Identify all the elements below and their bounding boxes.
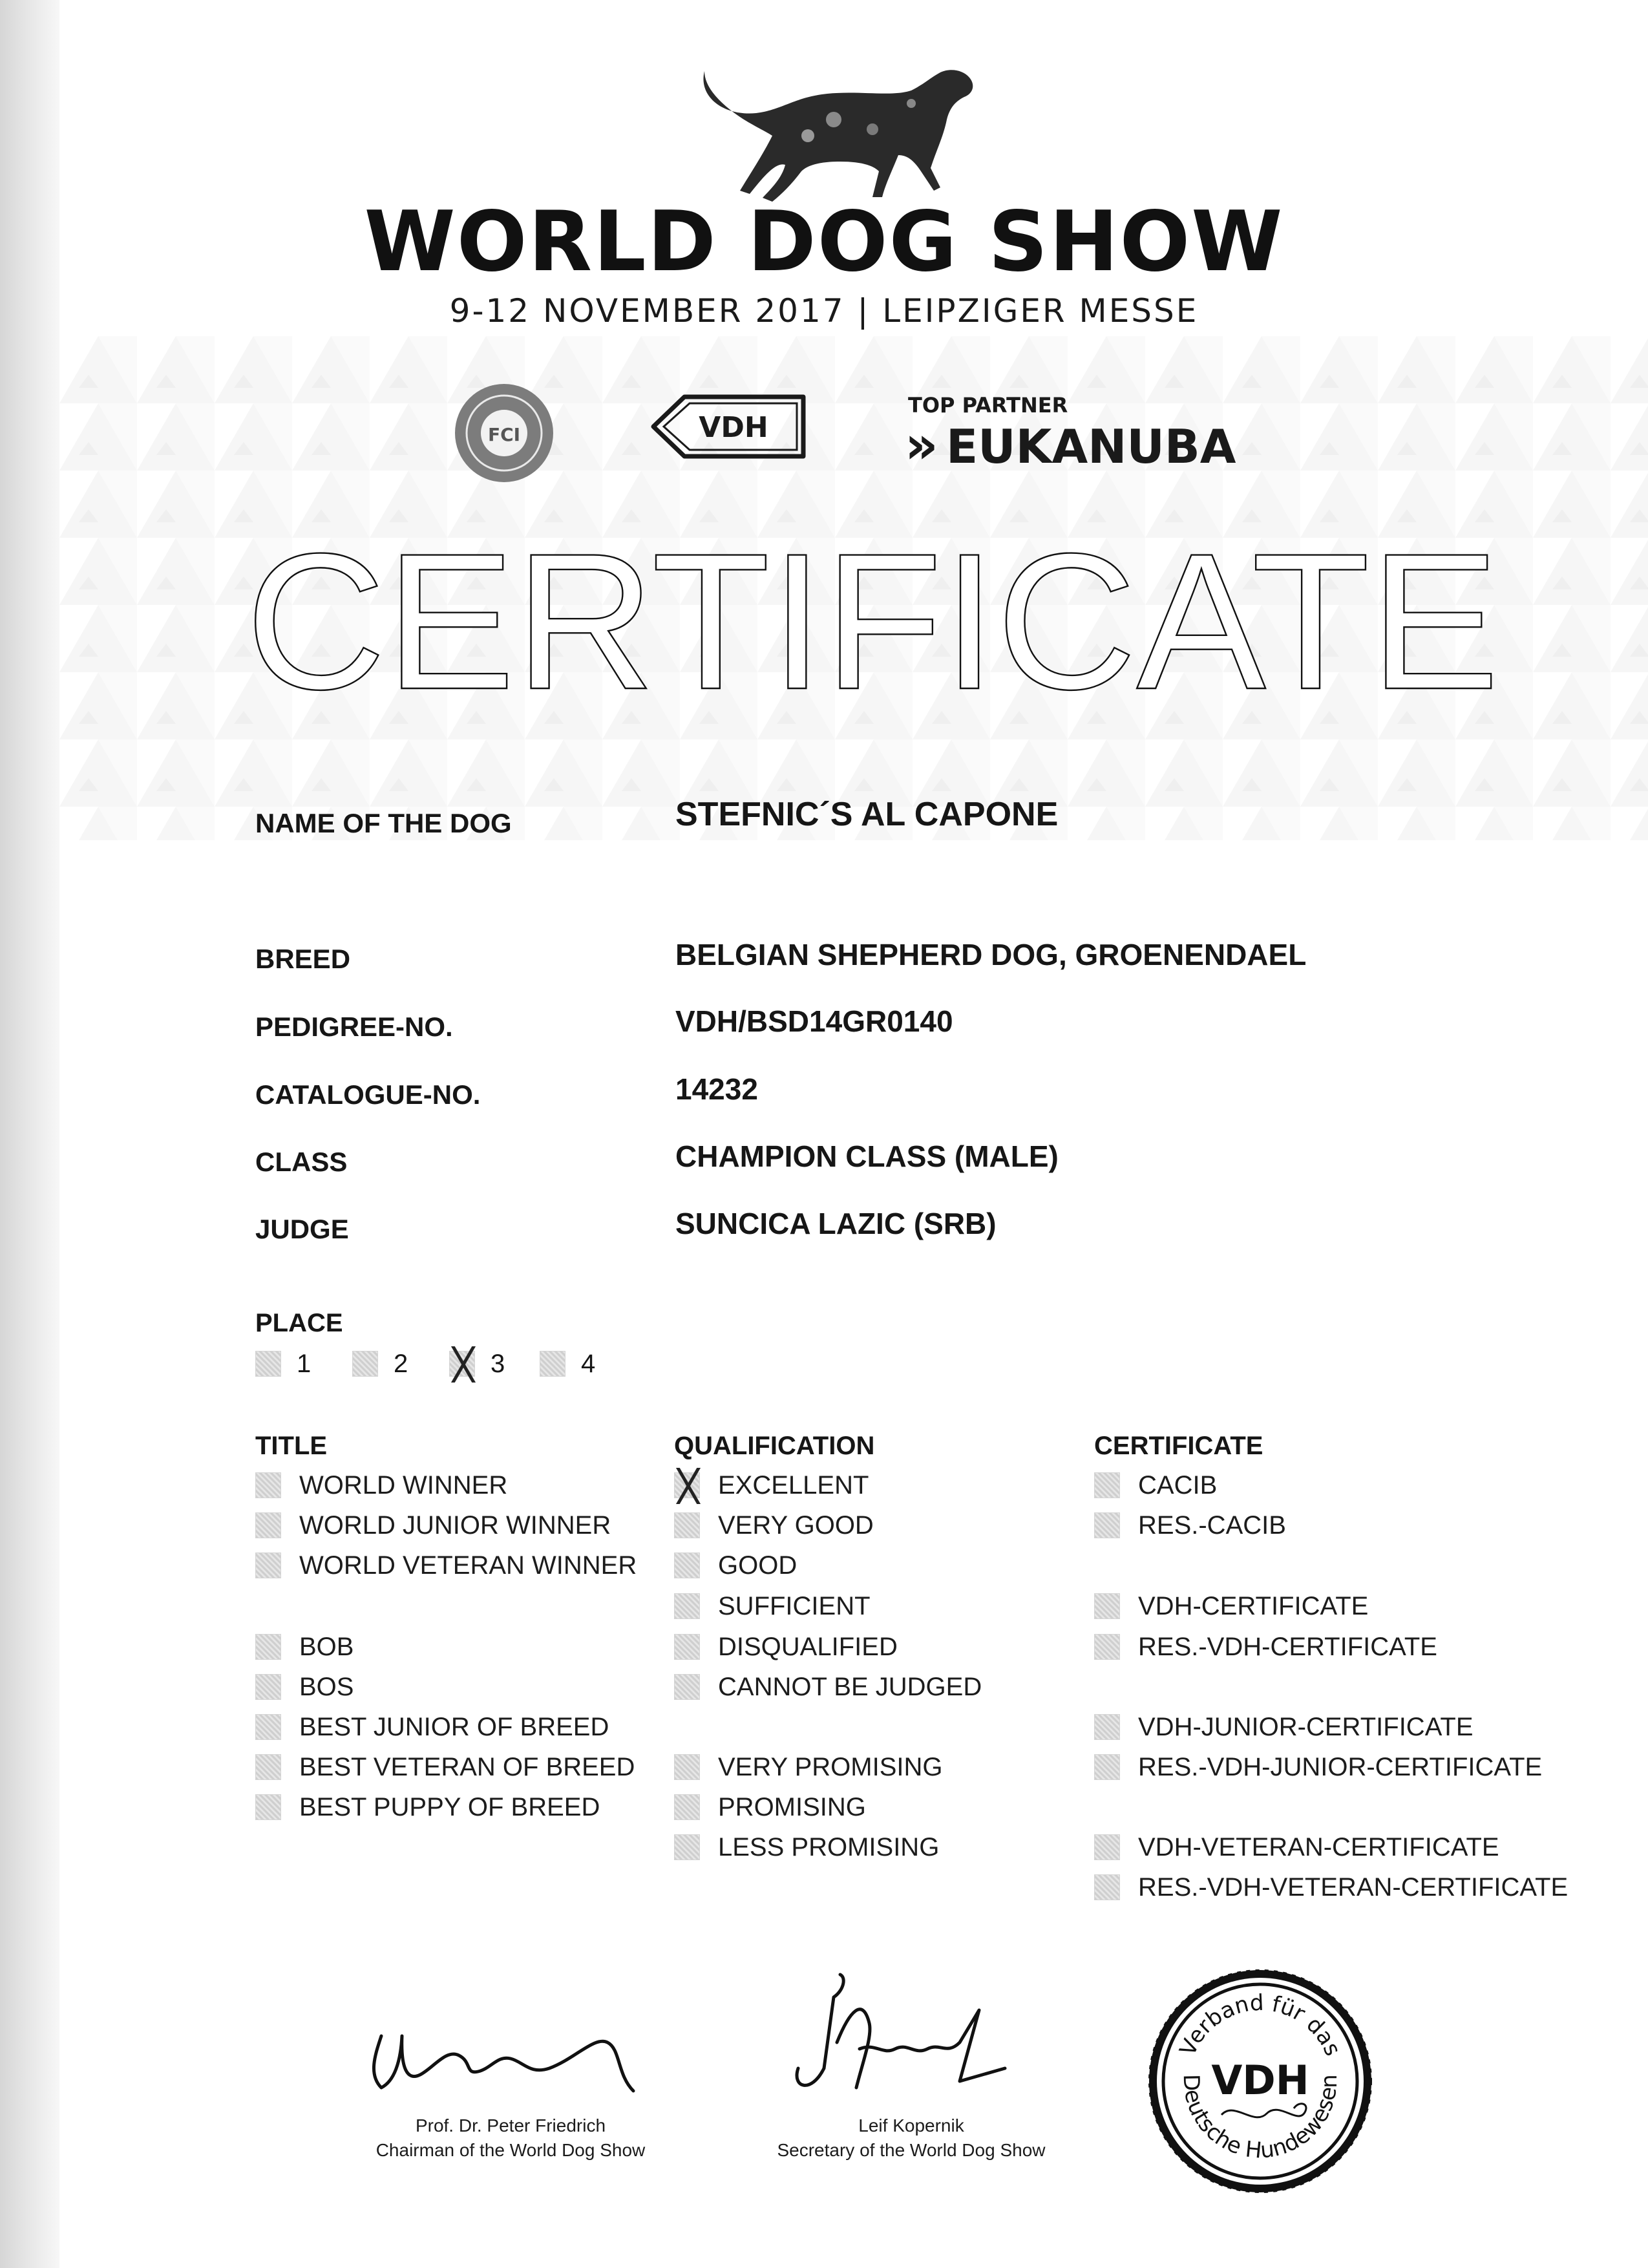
title-best-veteran[interactable] [255, 1751, 635, 1783]
qual-good-label: GOOD [718, 1551, 798, 1580]
title-world-winner[interactable] [255, 1469, 507, 1501]
place-2-label: 2 [394, 1349, 408, 1378]
catalogue-no-value: 14232 [675, 1072, 758, 1106]
vdh-logo-icon [650, 393, 808, 460]
scan-edge [0, 0, 59, 2268]
title-best-puppy-label: BEST PUPPY OF BREED [299, 1792, 600, 1821]
breed-value: BELGIAN SHEPHERD DOG, GROENENDAEL [675, 938, 1307, 971]
cert-res-vdh-junior-checkbox[interactable] [1094, 1754, 1120, 1780]
cert-vdh-veteran-label: VDH-VETERAN-CERTIFICATE [1138, 1832, 1499, 1861]
cert-res-cacib[interactable] [1094, 1509, 1286, 1542]
qual-excellent[interactable] [674, 1469, 869, 1501]
place-4-label: 4 [581, 1349, 596, 1378]
secretary-caption [743, 2114, 1079, 2163]
cert-res-vdh-junior[interactable] [1094, 1751, 1542, 1783]
cert-res-vdh-veteran[interactable] [1094, 1871, 1568, 1903]
certificate-heading-text: CERTIFICATE [246, 549, 1499, 705]
title-world-winner-checkbox[interactable] [255, 1472, 281, 1498]
seal-top-text: Verband für das [1174, 1989, 1346, 2060]
place-option-2[interactable] [352, 1348, 408, 1380]
cert-res-vdh-label: RES.-VDH-CERTIFICATE [1138, 1632, 1437, 1661]
cert-cacib-checkbox[interactable] [1094, 1472, 1120, 1498]
breed-label: BREED [255, 944, 351, 974]
title-bob-label: BOB [299, 1632, 354, 1661]
qual-less-promising[interactable] [674, 1831, 939, 1863]
secretary-role: Secretary of the World Dog Show [777, 2140, 1046, 2160]
title-bob[interactable] [255, 1631, 354, 1663]
cert-res-vdh-veteran-label: RES.-VDH-VETERAN-CERTIFICATE [1138, 1872, 1569, 1902]
place-3-checkbox[interactable] [449, 1351, 475, 1377]
place-option-1[interactable] [255, 1348, 311, 1380]
cert-vdh-junior-label: VDH-JUNIOR-CERTIFICATE [1138, 1712, 1474, 1741]
place-1-checkbox[interactable] [255, 1351, 281, 1377]
seal-bottom-text: Deutsche Hundewesen [1178, 2073, 1343, 2164]
place-option-4[interactable] [540, 1348, 595, 1380]
cert-vdh-junior-checkbox[interactable] [1094, 1714, 1120, 1740]
qual-very-good-checkbox[interactable] [674, 1512, 700, 1538]
qual-disqualified-label: DISQUALIFIED [718, 1632, 898, 1661]
qual-very-good-label: VERY GOOD [718, 1510, 874, 1540]
qual-cannot-be-judged-label: CANNOT BE JUDGED [718, 1672, 982, 1701]
title-bos-checkbox[interactable] [255, 1674, 281, 1700]
show-title: WORLD DOG SHOW [364, 194, 1284, 290]
title-best-junior-checkbox[interactable] [255, 1714, 281, 1740]
name-of-dog-value: STEFNIC´S AL CAPONE [675, 796, 1059, 833]
qual-cannot-be-judged[interactable] [674, 1671, 982, 1703]
qual-very-promising[interactable] [674, 1751, 943, 1783]
place-1-label: 1 [297, 1349, 312, 1378]
dalmatian-logo-icon [685, 58, 982, 213]
secretary-name: Leif Kopernik [858, 2115, 964, 2136]
pedigree-no-value: VDH/BSD14GR0140 [675, 1004, 953, 1038]
qual-good[interactable] [674, 1549, 797, 1582]
qual-promising-checkbox[interactable] [674, 1794, 700, 1820]
cert-vdh-veteran[interactable] [1094, 1831, 1499, 1863]
qual-sufficient[interactable] [674, 1590, 871, 1622]
title-heading: TITLE [255, 1432, 328, 1460]
judge-value: SUNCICA LAZIC (SRB) [675, 1207, 997, 1240]
title-bos[interactable] [255, 1671, 354, 1703]
title-best-veteran-label: BEST VETERAN OF BREED [299, 1752, 635, 1781]
chairman-caption [336, 2114, 685, 2163]
class-value: CHAMPION CLASS (MALE) [675, 1139, 1059, 1173]
cert-vdh-junior[interactable] [1094, 1711, 1474, 1743]
seal-center-text: VDH [1211, 2057, 1309, 2104]
place-3-label: 3 [491, 1349, 505, 1378]
cert-res-cacib-checkbox[interactable] [1094, 1512, 1120, 1538]
partner-label: TOP PARTNER [908, 393, 1068, 418]
judge-label: JUDGE [255, 1214, 349, 1244]
cert-res-vdh-veteran-checkbox[interactable] [1094, 1874, 1120, 1900]
cert-vdh[interactable] [1094, 1590, 1368, 1622]
chairman-name: Prof. Dr. Peter Friedrich [415, 2115, 606, 2136]
qual-good-checkbox[interactable] [674, 1553, 700, 1578]
title-bob-checkbox[interactable] [255, 1634, 281, 1660]
qual-promising-label: PROMISING [718, 1792, 866, 1821]
qual-very-good[interactable] [674, 1509, 874, 1542]
name-of-dog-label: NAME OF THE DOG [255, 808, 512, 838]
pedigree-no-label: PEDIGREE-NO. [255, 1012, 453, 1042]
cert-cacib[interactable] [1094, 1469, 1217, 1501]
qual-disqualified[interactable] [674, 1631, 898, 1663]
qual-less-promising-checkbox[interactable] [674, 1834, 700, 1860]
title-world-junior-winner[interactable] [255, 1509, 611, 1542]
vdh-seal-stamp [1144, 1965, 1377, 2198]
title-world-junior-winner-label: WORLD JUNIOR WINNER [299, 1510, 611, 1540]
place-option-3[interactable] [449, 1348, 505, 1380]
place-heading: PLACE [255, 1309, 343, 1337]
chairman-role: Chairman of the World Dog Show [375, 2140, 646, 2160]
qual-very-promising-checkbox[interactable] [674, 1754, 700, 1780]
cert-res-vdh-checkbox[interactable] [1094, 1634, 1120, 1660]
qual-disqualified-checkbox[interactable] [674, 1634, 700, 1660]
certificate-heading-column: CERTIFICATE [1094, 1432, 1263, 1460]
title-world-veteran-winner-label: WORLD VETERAN WINNER [299, 1551, 637, 1580]
title-best-veteran-checkbox[interactable] [255, 1754, 281, 1780]
title-world-veteran-winner-checkbox[interactable] [255, 1553, 281, 1578]
qual-sufficient-label: SUFFICIENT [718, 1591, 871, 1620]
place-4-checkbox[interactable] [540, 1351, 565, 1377]
catalogue-no-label: CATALOGUE-NO. [255, 1079, 481, 1110]
vdh-logo-text: VDH [699, 411, 768, 444]
class-label: CLASS [255, 1147, 348, 1177]
chairman-signature [362, 2010, 646, 2107]
cert-vdh-veteran-checkbox[interactable] [1094, 1834, 1120, 1860]
place-2-checkbox[interactable] [352, 1351, 378, 1377]
cert-res-vdh[interactable] [1094, 1631, 1437, 1663]
eukanuba-marks-icon: » [905, 415, 938, 475]
title-best-junior-label: BEST JUNIOR OF BREED [299, 1712, 609, 1741]
title-best-puppy[interactable] [255, 1791, 600, 1823]
title-bos-label: BOS [299, 1672, 354, 1701]
title-best-junior[interactable] [255, 1711, 609, 1743]
cert-res-vdh-junior-label: RES.-VDH-JUNIOR-CERTIFICATE [1138, 1752, 1543, 1781]
title-world-junior-winner-checkbox[interactable] [255, 1512, 281, 1538]
title-world-winner-label: WORLD WINNER [299, 1470, 508, 1500]
qual-promising[interactable] [674, 1791, 866, 1823]
cert-vdh-checkbox[interactable] [1094, 1593, 1120, 1619]
cert-vdh-label: VDH-CERTIFICATE [1138, 1591, 1369, 1620]
eukanuba-name: EUKANUBA [946, 419, 1236, 474]
fci-logo-icon [452, 381, 556, 485]
qual-sufficient-checkbox[interactable] [674, 1593, 700, 1619]
qual-excellent-label: EXCELLENT [718, 1470, 869, 1500]
qual-very-promising-label: VERY PROMISING [718, 1752, 943, 1781]
qualification-heading: QUALIFICATION [674, 1432, 875, 1460]
cert-res-cacib-label: RES.-CACIB [1138, 1510, 1286, 1540]
certificate-heading [239, 549, 1506, 705]
title-best-puppy-checkbox[interactable] [255, 1794, 281, 1820]
fci-logo-text: FCI [487, 424, 521, 445]
qual-less-promising-label: LESS PROMISING [718, 1832, 940, 1861]
show-dates: 9-12 NOVEMBER 2017 | LEIPZIGER MESSE [449, 292, 1199, 330]
title-world-veteran-winner[interactable] [255, 1549, 637, 1582]
eukanuba-logo [905, 414, 1267, 478]
qual-excellent-checkbox[interactable] [674, 1472, 700, 1498]
secretary-signature [785, 1971, 1018, 2114]
qual-cannot-be-judged-checkbox[interactable] [674, 1674, 700, 1700]
cert-cacib-label: CACIB [1138, 1470, 1218, 1500]
